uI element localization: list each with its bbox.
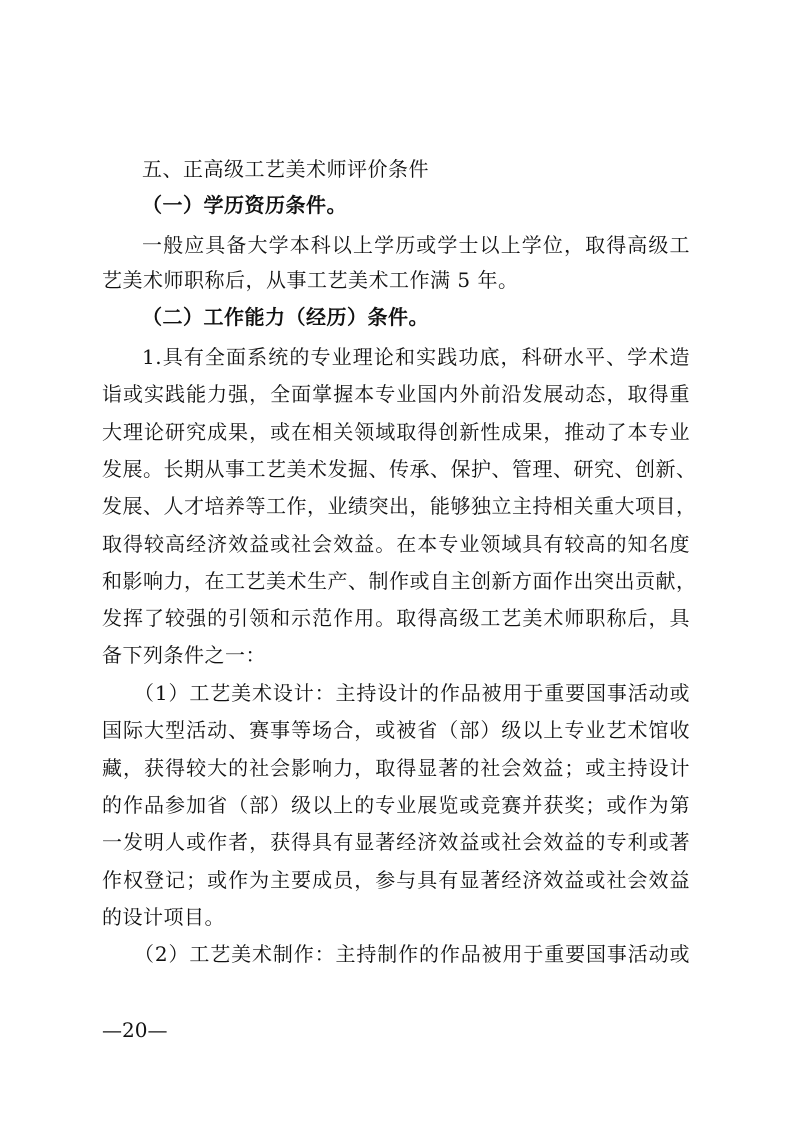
list-item-text: （1）工艺美术设计：主持设计的作品被用于重要国事活动或 [134, 681, 690, 705]
list-item-text: （2）工艺美术制作：主持制作的作品被用于重要国事活动或 [134, 942, 690, 966]
text-line: 取得较高经济效益或社会效益。在本专业领域具有较高的知名度 [102, 532, 690, 556]
text-line: 大理论研究成果，或在相关领域取得创新性成果，推动了本专业 [102, 420, 690, 444]
text-line: 1.具有全面系统的专业理论和实践功底，科研水平、学术造 [142, 345, 690, 369]
subsection-2-heading: （二）工作能力（经历）条件。 [142, 305, 429, 329]
subsection-1-heading: （一）学历资历条件。 [142, 193, 347, 217]
section-title: 五、正高级工艺美术师评价条件 [142, 157, 429, 181]
text-line: 藏，获得较大的社会影响力，取得显著的社会效益；或主持设计 [102, 756, 690, 780]
text-line: 发展、人才培养等工作，业绩突出，能够独立主持相关重大项目， [102, 494, 697, 518]
text-line: 的设计项目。 [102, 905, 225, 929]
text-line: 一般应具备大学本科以上学历或学士以上学位，取得高级工 [142, 233, 690, 257]
text-line: 发挥了较强的引领和示范作用。取得高级工艺美术师职称后，具 [102, 606, 690, 630]
text-line: 国际大型活动、赛事等场合，或被省（部）级以上专业艺术馆收 [102, 718, 690, 742]
text-line: 和影响力，在工艺美术生产、制作或自主创新方面作出突出贡献， [102, 569, 697, 593]
text-line: 一发明人或作者，获得具有显著经济效益或社会效益的专利或著 [102, 830, 690, 854]
text-line: 的作品参加省（部）级以上的专业展览或竞赛并获奖；或作为第 [102, 793, 690, 817]
text-line: 诣或实践能力强，全面掌握本专业国内外前沿发展动态，取得重 [102, 382, 690, 406]
text-line: 发展。长期从事工艺美术发掘、传承、保护、管理、研究、创新、 [102, 457, 697, 481]
page-number: —20— [102, 1018, 168, 1042]
text-line: 备下列条件之一： [102, 643, 266, 667]
text-line: 艺美术师职称后，从事工艺美术工作满 5 年。 [102, 268, 519, 292]
text-line: 作权登记；或作为主要成员，参与具有显著经济效益或社会效益 [102, 868, 690, 892]
